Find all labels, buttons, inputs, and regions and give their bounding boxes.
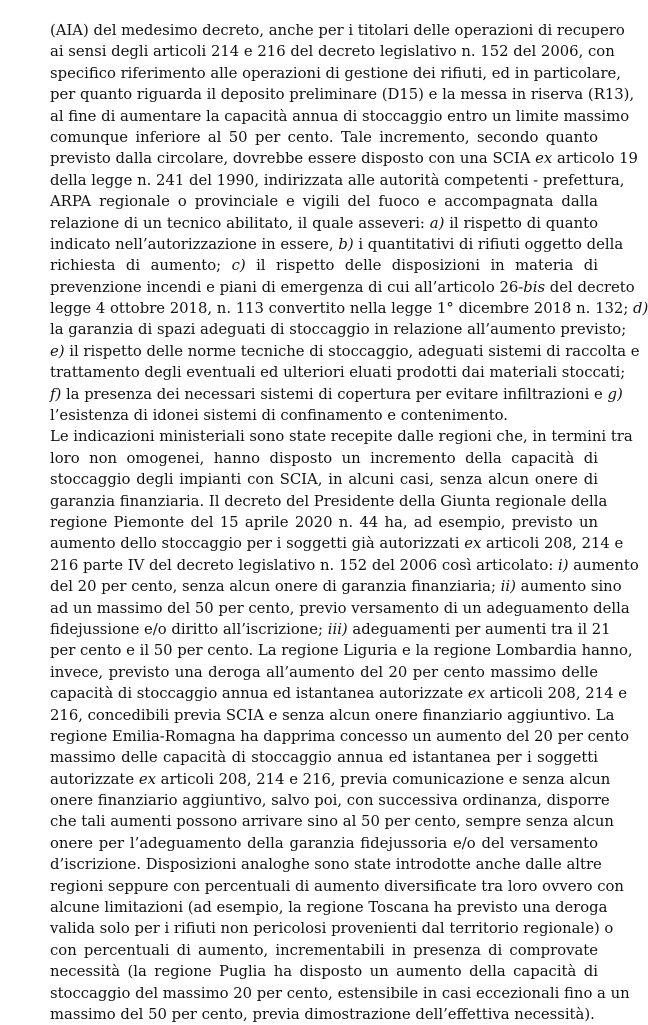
text-line: 216 parte IV del decreto legislativo n. 152 del 2006 così articolato: i) aumento <box>50 556 639 574</box>
text-line: indicato nell’autorizzazione in essere, b) i quantitativi di rifiuti oggetto della <box>50 235 624 253</box>
text-line: alcune limitazioni (ad esempio, la regione Toscana ha previsto una deroga <box>50 899 608 917</box>
text-line: Le indicazioni ministeriali sono state recepite dalle regioni che, in termini tra <box>50 428 633 446</box>
text-line: autorizzate ex articoli 208, 214 e 216, previa comunicazione e senza alcun <box>50 770 611 788</box>
text-line: comunque inferiore al 50 per cento. Tale incremento, secondo quanto <box>50 128 598 146</box>
text-line: (AIA) del medesimo decreto, anche per i titolari delle operazioni di recupero <box>50 22 625 39</box>
text-line: prevenzione incendi e piani di emergenza di cui all’articolo 26-bis del decreto <box>50 278 635 296</box>
document-page <box>50 20 648 1025</box>
text-line: stoccaggio degli impianti con SCIA, in alcuni casi, senza alcun onere di <box>50 471 598 489</box>
text-line: ARPA regionale o provinciale e vigili del fuoco e accompagnata dalla <box>50 193 598 211</box>
text-line: specifico riferimento alle operazioni di gestione dei rifiuti, ed in particolare, <box>50 64 622 82</box>
text-line: che tali aumenti possono arrivare sino al 50 per cento, sempre senza alcun <box>50 813 614 831</box>
text-line: della legge n. 241 del 1990, indirizzata alle autorità competenti - prefettura, <box>50 171 625 189</box>
text-line: legge 4 ottobre 2018, n. 113 convertito nella legge 1° dicembre 2018 n. 132; d) <box>50 300 648 318</box>
text-line: massimo delle capacità di stoccaggio annua ed istantanea per i soggetti <box>50 749 598 767</box>
text-line: invece, previsto una deroga all’aumento del 20 per cento massimo delle <box>50 663 598 681</box>
text-line: ad un massimo del 50 per cento, previo versamento di un adeguamento della <box>50 599 630 617</box>
text-line: d’iscrizione. Disposizioni analoghe sono state introdotte anche dalle altre <box>50 856 602 874</box>
text-line: previsto dalla circolare, dovrebbe essere disposto con una SCIA ex articolo 19 <box>50 150 638 168</box>
text-line: aumento dello stoccaggio per i soggetti già autorizzati ex articoli 208, 214 e <box>50 535 624 553</box>
text-line: necessità (la regione Puglia ha disposto un aumento della capacità di <box>50 963 598 981</box>
paragraph-circolare <box>50 20 648 426</box>
text-line: massimo del 50 per cento, previa dimostrazione dell’effettiva necessità). <box>50 1005 595 1023</box>
text-line: fidejussione e/o diritto all’iscrizione; iii) adeguamenti per aumenti tra il 21 <box>50 620 611 638</box>
text-line: ai sensi degli articoli 214 e 216 del decreto legislativo n. 152 del 2006, con <box>50 43 615 61</box>
text-line: richiesta di aumento; c) il rispetto delle disposizioni in materia di <box>50 257 598 275</box>
text-line: del 20 per cento, senza alcun onere di garanzia finanziaria; ii) aumento sino <box>50 578 622 596</box>
text-line: f) la presenza dei necessari sistemi di copertura per evitare infiltrazioni e g) <box>50 385 623 403</box>
text-line: la garanzia di spazi adeguati di stoccaggio in relazione all’aumento previsto; <box>50 321 627 339</box>
text-line: 216, concedibili previa SCIA e senza alcun onere finanziario aggiuntivo. La <box>50 706 615 724</box>
text-line: con percentuali di aumento, incrementabili in presenza di comprovate <box>50 941 598 959</box>
text-line: trattamento degli eventuali ed ulteriori eluati prodotti dai materiali stoccati; <box>50 364 626 382</box>
text-line: regioni seppure con percentuali di aumento diversificate tra loro ovvero con <box>50 877 624 895</box>
text-line: l’esistenza di idonei sistemi di confinamento e contenimento. <box>50 407 508 425</box>
text-line: e) il rispetto delle norme tecniche di stoccaggio, adeguati sistemi di raccolta e <box>50 342 640 360</box>
text-line: regione Piemonte del 15 aprile 2020 n. 44 ha, ad esempio, previsto un <box>50 513 598 531</box>
text-line: stoccaggio del massimo 20 per cento, estensibile in casi eccezionali fino a un <box>50 984 630 1002</box>
text-line: al fine di aumentare la capacità annua di stoccaggio entro un limite massimo <box>50 107 630 125</box>
text-line: onere finanziario aggiuntivo, salvo poi, con successiva ordinanza, disporre <box>50 792 610 810</box>
text-line: capacità di stoccaggio annua ed istantanea autorizzate ex articoli 208, 214 e <box>50 685 627 703</box>
text-line: per quanto riguarda il deposito preliminare (D15) e la messa in riserva (R13), <box>50 86 635 104</box>
text-line: relazione di un tecnico abilitato, il quale asseveri: a) il rispetto di quanto <box>50 214 598 232</box>
text-line: per cento e il 50 per cento. La regione Liguria e la regione Lombardia hanno, <box>50 642 633 660</box>
text-line: loro non omogenei, hanno disposto un incremento della capacità di <box>50 449 598 467</box>
text-line: garanzia finanziaria. Il decreto del Presidente della Giunta regionale della <box>50 492 608 510</box>
text-line: regione Emilia-Romagna ha dapprima concesso un aumento del 20 per cento <box>50 727 630 745</box>
paragraph-regioni <box>50 426 639 1025</box>
text-line: valida solo per i rifiuti non pericolosi provenienti dal territorio regionale) o <box>50 920 614 938</box>
text-line: onere per l’adeguamento della garanzia fidejussoria e/o del versamento <box>50 834 598 852</box>
